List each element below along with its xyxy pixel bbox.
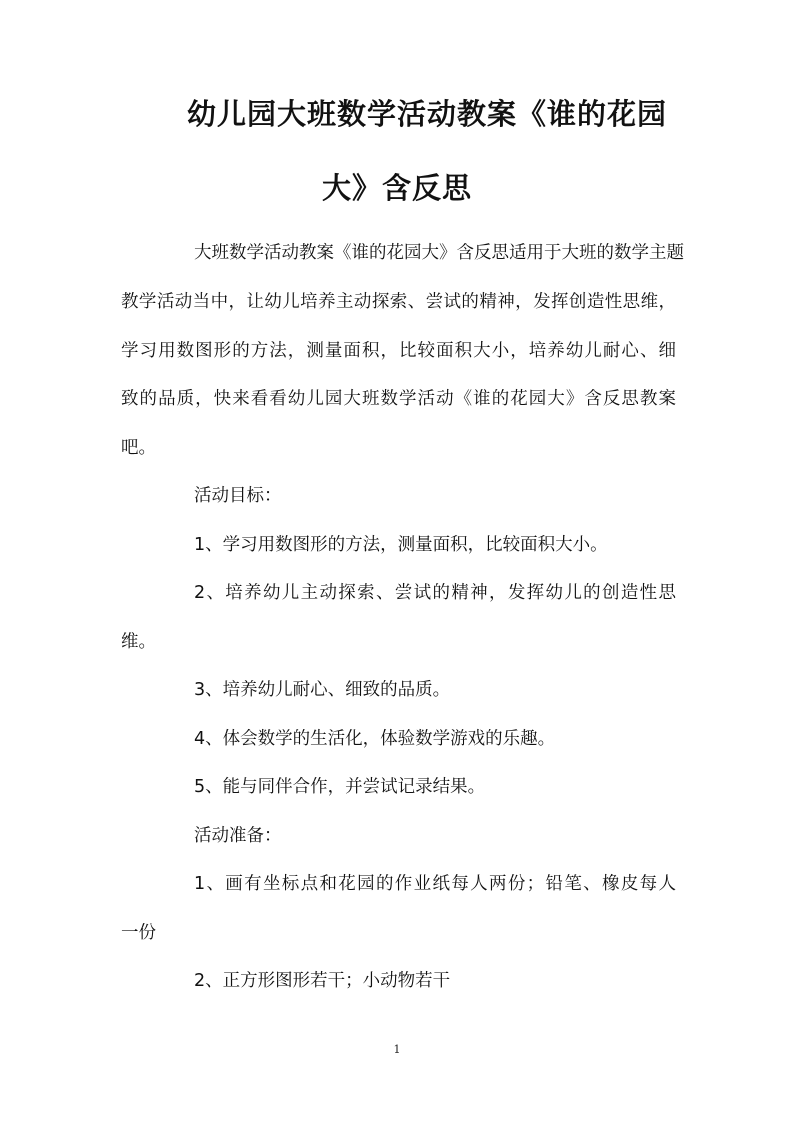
goal-item-5: 5、能与同伴合作，并尝试记录结果。 [194, 777, 486, 797]
preparation-heading: 活动准备： [194, 826, 282, 846]
goal-item-3: 3、培养幼儿耐心、细致的品质。 [194, 680, 451, 700]
intro-paragraph-line-2: 教学活动当中，让幼儿培养主动探索、尝试的精神，发挥创造性思维， [121, 292, 676, 312]
preparation-item-1-line-1: 1、画有坐标点和花园的作业纸每人两份；铅笔、橡皮每人 [194, 874, 676, 894]
goal-item-2-line-2: 维。 [121, 632, 156, 652]
preparation-item-2: 2、正方形图形若干；小动物若干 [194, 971, 451, 991]
document-title-line-1: 幼儿园大班数学活动教案《谁的花园 [186, 97, 667, 131]
goal-item-1: 1、学习用数图形的方法，测量面积，比较面积大小。 [194, 535, 608, 555]
goal-item-4: 4、体会数学的生活化，体验数学游戏的乐趣。 [194, 729, 556, 749]
goals-heading: 活动目标： [194, 486, 282, 506]
preparation-item-1-line-2: 一份 [121, 923, 156, 943]
document-title-line-2: 大》含反思 [321, 171, 472, 205]
page-number: 1 [393, 1043, 401, 1056]
intro-paragraph-line-3: 学习用数图形的方法，测量面积，比较面积大小，培养幼儿耐心、细 [121, 341, 676, 361]
intro-paragraph-line-5: 吧。 [121, 438, 156, 458]
intro-paragraph-line-4: 致的品质，快来看看幼儿园大班数学活动《谁的花园大》含反思教案 [121, 389, 676, 409]
goal-item-2-line-1: 2、培养幼儿主动探索、尝试的精神，发挥幼儿的创造性思 [194, 583, 676, 603]
intro-paragraph-line-1: 大班数学活动教案《谁的花园大》含反思适用于大班的数学主题 [194, 243, 684, 263]
